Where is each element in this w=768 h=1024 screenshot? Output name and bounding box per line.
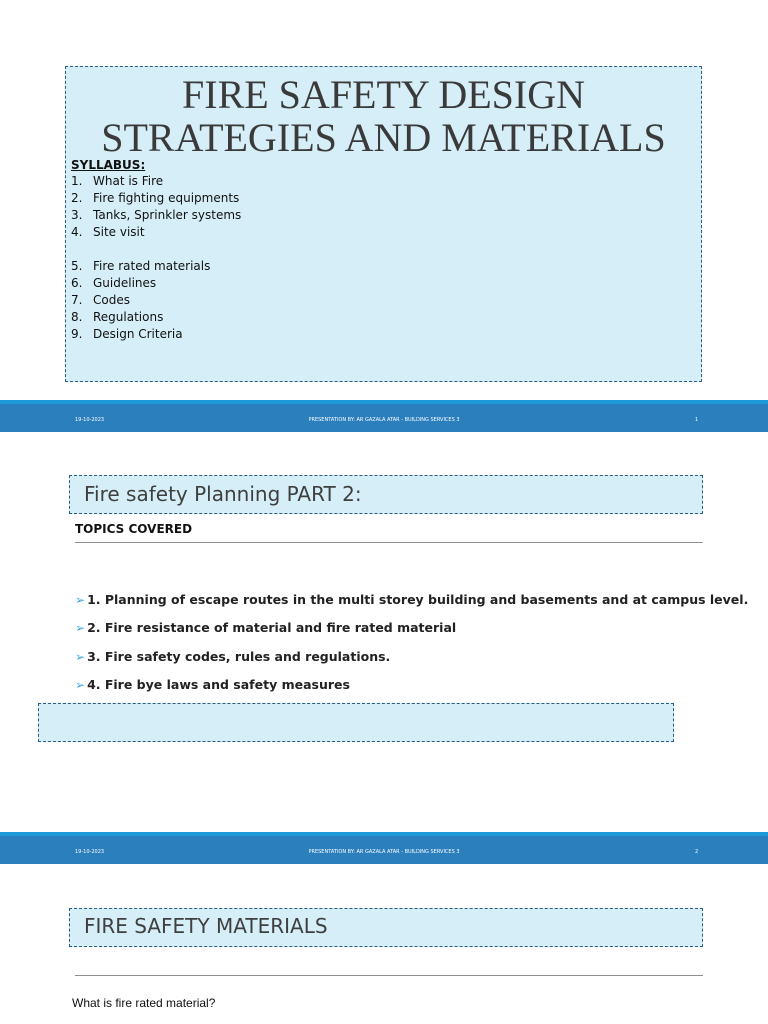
title-line-2: STRATEGIES AND MATERIALS — [101, 115, 666, 160]
footer-page-number: 1 — [695, 417, 699, 423]
arrow-bullet-icon: ➢ — [75, 592, 86, 607]
topic-item: ➢ 2. Fire resistance of material and fire rated material — [75, 620, 457, 635]
list-item: 9. Design Criteria — [71, 327, 183, 341]
slide2-footer — [0, 832, 768, 864]
arrow-bullet-icon: ➢ — [75, 677, 86, 692]
footer-presenter: PRESENTATION BY: AR GAZALA ATAR - BUILDING SERVICES 3 — [308, 417, 460, 423]
syllabus-list — [71, 157, 241, 343]
syllabus-heading: SYLLABUS: — [71, 158, 146, 172]
footer-date: 19-10-2023 — [75, 849, 105, 855]
arrow-bullet-icon: ➢ — [75, 649, 86, 664]
slide3-heading-box — [69, 908, 703, 947]
slide2-heading-box — [69, 475, 703, 514]
topic-item: ➢ 1. Planning of escape routes in the multi storey building and basements and at campus level. — [75, 592, 749, 607]
list-item: 8. Regulations — [71, 310, 164, 324]
list-spacer — [71, 241, 241, 258]
slide2-heading: Fire safety Planning PART 2: — [84, 482, 362, 506]
topics-covered-label: TOPICS COVERED — [75, 522, 193, 536]
footer-date: 19-10-2023 — [75, 417, 105, 423]
footer-presenter: PRESENTATION BY: AR GAZALA ATAR - BUILDING SERVICES 3 — [308, 849, 460, 855]
list-item: 7. Codes — [71, 293, 130, 307]
topic-item: ➢ 4. Fire bye laws and safety measures — [75, 677, 350, 692]
list-item: 4. Site visit — [71, 225, 145, 239]
list-item: 1. What is Fire — [71, 174, 164, 188]
arrow-bullet-icon: ➢ — [75, 620, 86, 635]
list-item: 2. Fire fighting equipments — [71, 191, 240, 205]
question-text: What is fire rated material? — [72, 996, 216, 1010]
empty-text-box — [38, 703, 674, 742]
topic-item: ➢ 3. Fire safety codes, rules and regulations. — [75, 649, 391, 664]
slide1-title-box — [65, 66, 702, 382]
footer-page-number: 2 — [695, 849, 699, 855]
slide3-heading: FIRE SAFETY MATERIALS — [84, 914, 328, 938]
divider — [75, 975, 703, 976]
slide1-title — [66, 73, 701, 159]
list-item: 6. Guidelines — [71, 276, 157, 290]
title-line-1: FIRE SAFETY DESIGN — [182, 72, 585, 117]
list-item: 5. Fire rated materials — [71, 259, 211, 273]
divider — [75, 542, 703, 543]
slide1-footer — [0, 400, 768, 432]
list-item: 3. Tanks, Sprinkler systems — [71, 208, 242, 222]
